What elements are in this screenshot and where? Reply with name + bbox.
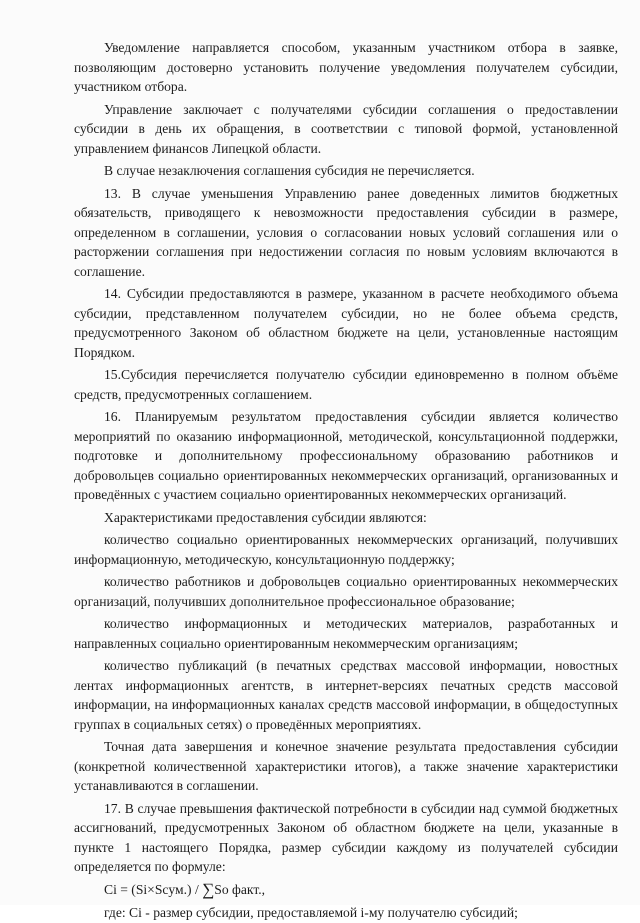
paragraph-characteristic-nko-count: количество социально ориентированных некоммерческих организаций, получивших информационную, методическую, консультационную поддержку; <box>74 532 618 567</box>
paragraph-formula-note: где: Ci - размер субсидии, предоставляемой i-му получателю субсидий; <box>104 905 518 920</box>
paragraph-characteristic-workers-count: количество работников и добровольцев социально ориентированных некоммерческих организаций, получивших дополнительное профессиональное образование; <box>74 574 618 609</box>
formula-left: Ci = (Si×Scум.) / <box>104 881 199 897</box>
paragraph-no-agreement: В случае незаключения соглашения субсидия не перечисляется. <box>104 163 475 178</box>
paragraph-item-13: 13. В случае уменьшения Управлению ранее доведенных лимитов бюджетных обязательств, приводящего к невозможности предоставления субсидии в размере, определенном в соглашении, условия о согласовании новых условий соглашения или о расторжении соглашения при недостижении согласия по новым условиям включаются в соглашение. <box>74 185 618 279</box>
paragraph-result-date: Точная дата завершения и конечное значение результата предоставления субсидии (конкретной количественной характеристики итогов), а также значение характеристики устанавливаются в соглашении. <box>74 739 618 793</box>
paragraph-item-14: 14. Субсидии предоставляются в размере, указанном в расчете необходимого объема субсидии, представленном получателем субсидии, но не более объема средств, предусмотренного Законом об областном бюджете на цели, установленные настоящим Порядком. <box>74 286 618 360</box>
paragraph-item-17: 17. В случае превышения фактической потребности в субсидии над суммой бюджетных ассигнований, предусмотренных Законом об областном бюджете на цели, указанные в пункте 1 настоящего Порядка, размер субсидии каждому из получателей субсидии определяется по формуле: <box>74 800 618 874</box>
paragraph-item-16: 16. Планируемым результатом предоставления субсидии является количество мероприятий по оказанию информационной, методической, консультационной поддержки, подготовке и дополнительному профессиональному образованию работников и добровольцев социально ориентированных некоммерческих организаций, организованных и проведённых с участием социально ориентированных некоммерческих организаций. <box>74 409 618 502</box>
paragraph-agreement-conclusion: Управление заключает с получателями субсидии соглашения о предоставлении субсидии в день их обращения, в соответствии с типовой формой, установленной управлением финансов Липецкой области. <box>74 101 618 156</box>
paragraph-notification-method: Уведомление направляется способом, указанным участником отбора в заявке, позволяющим достоверно установить получение уведомления получателем субсидии, участником отбора. <box>74 40 618 94</box>
formula-right: So факт., <box>214 881 266 897</box>
sum-symbol: ∑ <box>202 879 215 899</box>
paragraph-characteristic-materials-count: количество информационных и методических материалов, разработанных и направленных социально ориентированным некоммерческим организациям; <box>74 616 618 651</box>
subsidy-formula <box>74 880 618 900</box>
paragraph-characteristics-intro: Характеристиками предоставления субсидии являются: <box>104 509 427 525</box>
paragraph-characteristic-publications-count: количество публикаций (в печатных средствах массовой информации, новостных лентах информационных агентств, в интернет-версиях печатных средств массовой информации, на информационных каналах средств массовой информации, в общедоступных группах в социальных сетях) о проведённых мероприятиях. <box>74 658 618 732</box>
paragraph-item-15: 15.Субсидия перечисляется получателю субсидии единовременно в полном объёме средств, предусмотренных соглашением. <box>74 367 618 402</box>
